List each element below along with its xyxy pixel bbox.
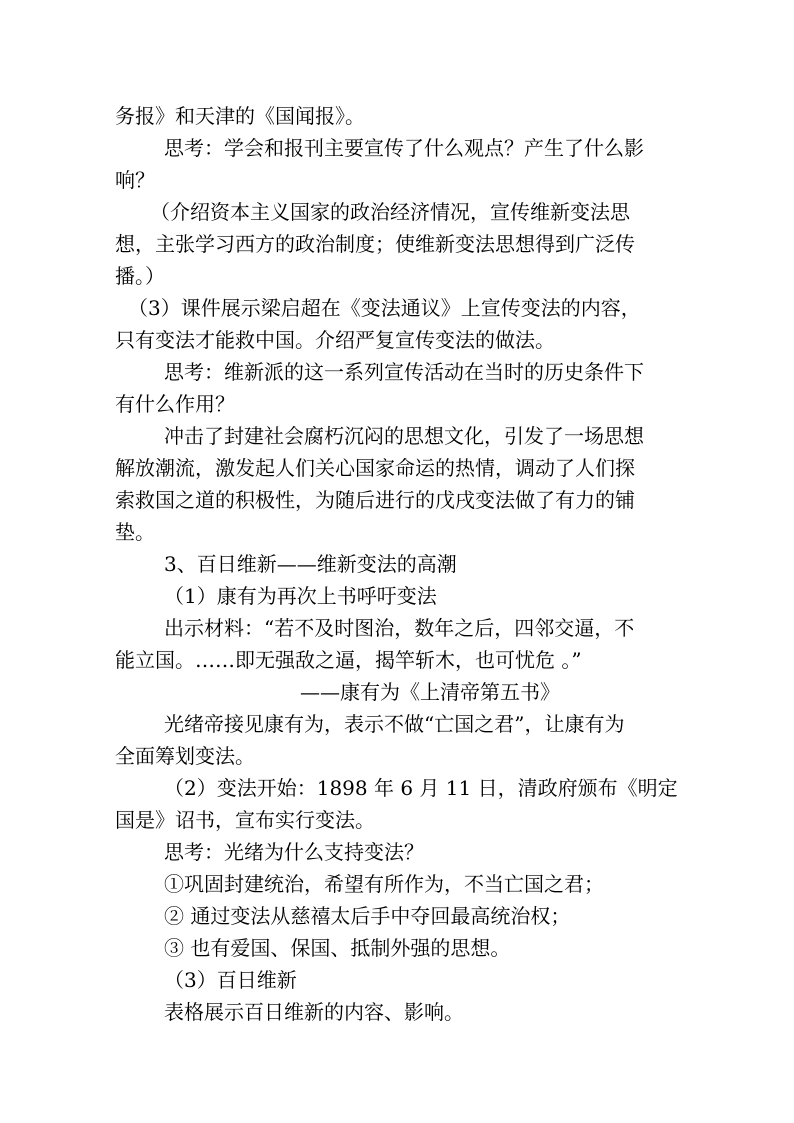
text-line: 全面筹划变法。	[115, 744, 255, 768]
subsection-heading: （1）康有为再次上书呼吁变法	[164, 584, 437, 608]
text-line: 思考：光绪为什么支持变法？	[164, 840, 424, 864]
text-line: 出示材料：“若不及时图治，数年之后，四邻交逼，不	[164, 616, 635, 640]
text-line: 能立国。……即无强敌之逼，揭竿斩木，也可忧危 。”	[115, 648, 582, 672]
text-line: （2）变法开始：1898 年 6 月 11 日，清政府颁布《明定	[164, 776, 678, 800]
list-item: ② 通过变法从慈禧太后手中夺回最高统治权；	[164, 904, 571, 928]
citation: ——康有为《上清帝第五书》	[300, 680, 560, 704]
text-line: 想，主张学习西方的政治制度；使维新变法思想得到广泛传	[115, 232, 635, 256]
text-line: 思考：学会和报刊主要宣传了什么观点？产生了什么影	[164, 136, 644, 160]
text-line: 冲击了封建社会腐朽沉闷的思想文化，引发了一场思想	[164, 424, 644, 448]
subsection-heading: （3）百日维新	[164, 968, 297, 992]
text-line: 国是》诏书，宣布实行变法。	[115, 808, 375, 832]
list-item: ①巩固封建统治，希望有所作为，不当亡国之君；	[164, 872, 604, 896]
text-line: 光绪帝接见康有为，表示不做“亡国之君”，让康有为	[164, 712, 625, 736]
text-line: （3）课件展示梁启超在《变法通议》上宣传变法的内容，	[128, 296, 641, 320]
text-line: 只有变法才能救中国。介绍严复宣传变法的做法。	[115, 328, 555, 352]
text-line: 务报》和天津的《国闻报》。	[115, 104, 365, 128]
text-line: 响？	[115, 168, 155, 192]
text-line: （介绍资本主义国家的政治经济情况，宣传维新变法思	[150, 200, 630, 224]
text-line: 解放潮流，激发起人们关心国家命运的热情，调动了人们探	[115, 456, 635, 480]
list-item: ③ 也有爱国、保国、抵制外强的思想。	[164, 936, 511, 960]
text-line: 有什么作用？	[115, 392, 235, 416]
text-line: 播。）	[115, 264, 165, 288]
text-line: 思考：维新派的这一系列宣传活动在当时的历史条件下	[164, 360, 644, 384]
text-line: 垫。	[115, 520, 155, 544]
text-line: 表格展示百日维新的内容、影响。	[164, 1000, 464, 1024]
section-heading: 3、百日维新——维新变法的高潮	[164, 552, 457, 576]
text-line: 索救国之道的积极性，为随后进行的戊戌变法做了有力的铺	[115, 488, 635, 512]
